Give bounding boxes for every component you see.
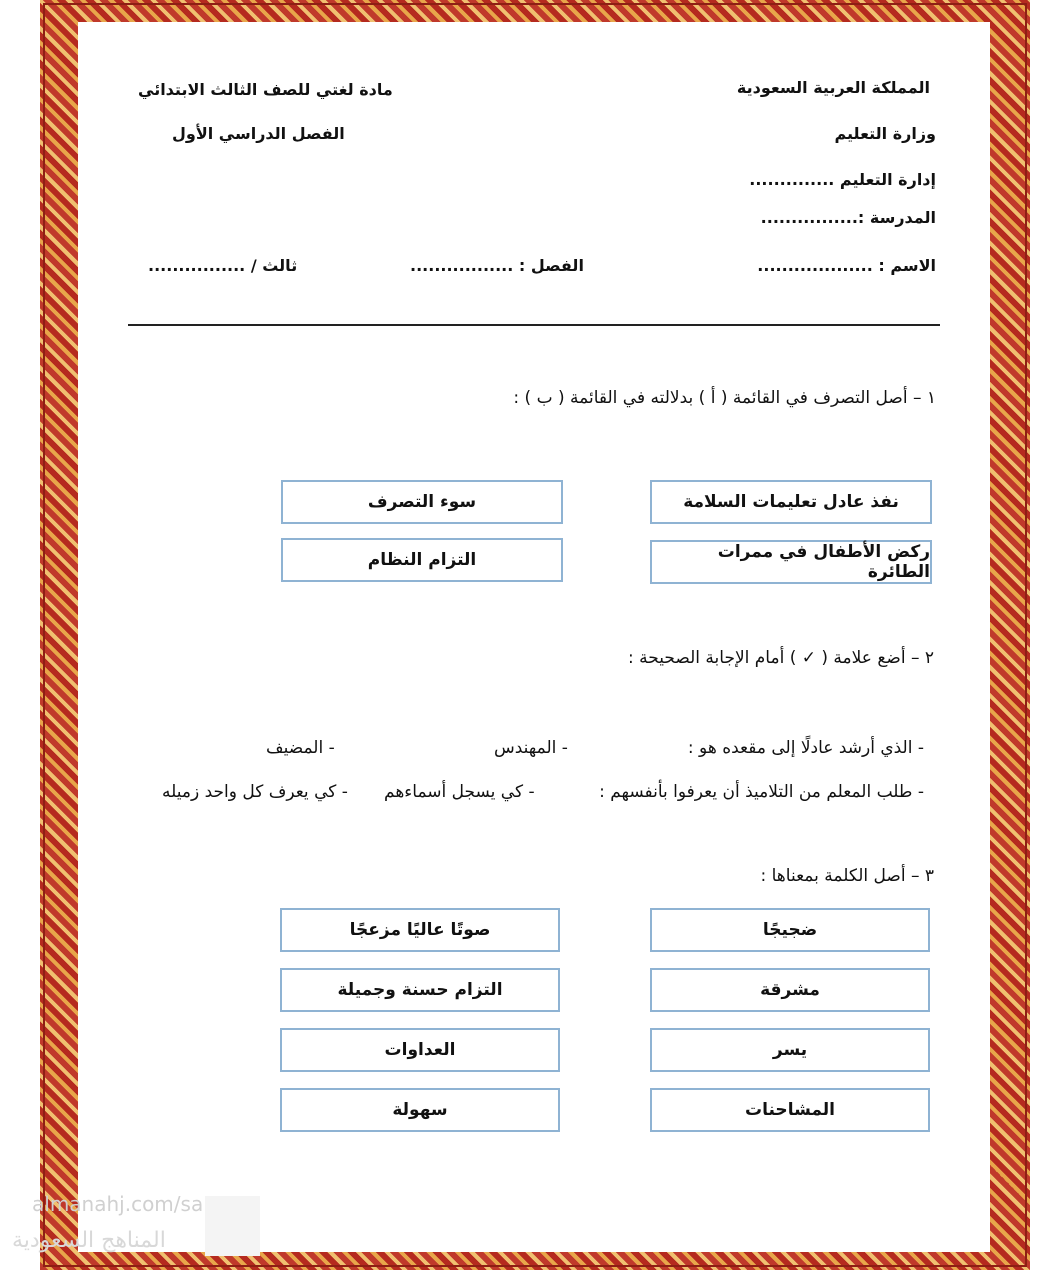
header-divider bbox=[128, 324, 940, 326]
school-field: المدرسة :................ bbox=[760, 208, 936, 227]
watermark-name: المناهج السعودية bbox=[12, 1228, 166, 1253]
q3-meaning-3: العداوات bbox=[280, 1028, 560, 1072]
q3-meaning-1: صوتًا عاليًا مزعجًا bbox=[280, 908, 560, 952]
subject-title: مادة لغتي للصف الثالث الابتدائي bbox=[138, 80, 393, 99]
q3-meaning-2: التزام حسنة وجميلة bbox=[280, 968, 560, 1012]
question-3-prompt: ٣ – أصل الكلمة بمعناها : bbox=[760, 866, 934, 886]
watermark-site: almanahj.com/sa bbox=[32, 1192, 204, 1216]
q3-word-1: ضجيجًا bbox=[650, 908, 930, 952]
student-name-field: الاسم : ................... bbox=[757, 256, 936, 275]
grade-field: ثالث / ................ bbox=[148, 256, 298, 275]
directorate-field: إدارة التعليم .............. bbox=[749, 170, 936, 189]
q3-word-2: مشرقة bbox=[650, 968, 930, 1012]
q3-word-4: المشاحنات bbox=[650, 1088, 930, 1132]
q1-list-a-item-2: ركض الأطفال في ممرات الطائرة bbox=[650, 540, 932, 584]
question-1-prompt: ١ – أصل التصرف في القائمة ( أ ) بدلالته في القائمة ( ب ) : bbox=[513, 388, 936, 408]
question-2-prompt: ٢ – أضع علامة ( ✓ ) أمام الإجابة الصحيحة : bbox=[628, 648, 934, 668]
semester-title: الفصل الدراسي الأول bbox=[172, 124, 345, 143]
q1-list-b-item-1: سوء التصرف bbox=[281, 480, 563, 524]
q2-item-1-option-2: - المضيف bbox=[266, 738, 335, 758]
q2-item-1-question: - الذي أرشد عادلًا إلى مقعده هو : bbox=[687, 738, 924, 758]
q1-list-b-item-2: التزام النظام bbox=[281, 538, 563, 582]
q3-meaning-4: سهولة bbox=[280, 1088, 560, 1132]
kingdom-title: المملكة العربية السعودية bbox=[736, 78, 930, 97]
q2-item-1-option-1: - المهندس bbox=[494, 738, 568, 758]
section-field: الفصل : ................. bbox=[410, 256, 584, 275]
q2-item-2-question: - طلب المعلم من التلاميذ أن يعرفوا بأنفسهم : bbox=[599, 782, 924, 802]
q1-list-a-item-1: نفذ عادل تعليمات السلامة bbox=[650, 480, 932, 524]
q2-item-2-option-1: - كي يسجل أسماءهم bbox=[384, 782, 535, 802]
q2-item-2-option-2: - كي يعرف كل واحد زميله bbox=[162, 782, 348, 802]
ministry-title: وزارة التعليم bbox=[834, 124, 936, 143]
watermark-logo-box bbox=[205, 1196, 260, 1256]
q3-word-3: يسر bbox=[650, 1028, 930, 1072]
